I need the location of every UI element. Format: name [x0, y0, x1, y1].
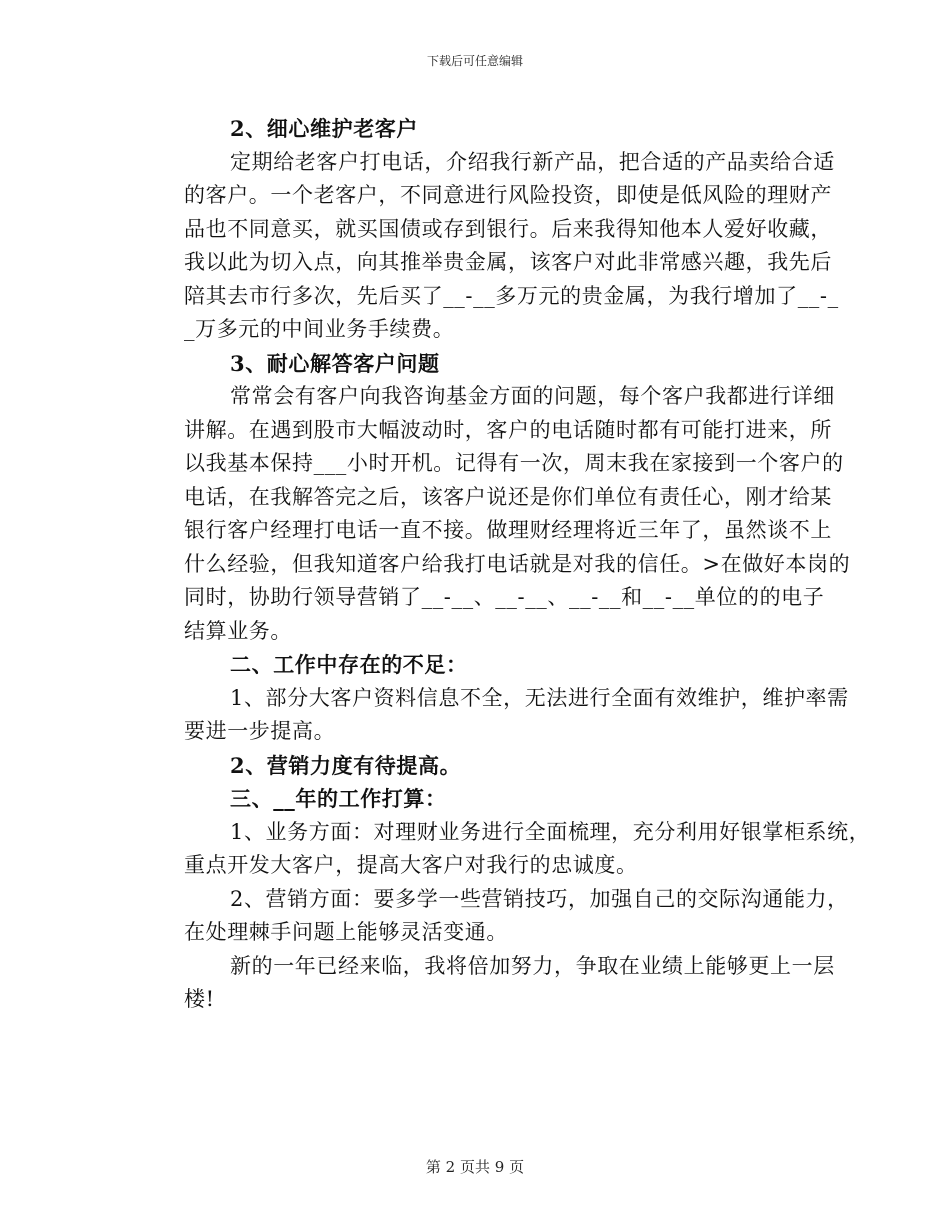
page-footer: 第 2 页共 9 页 [425, 1158, 525, 1176]
heading-shortcomings: 二、工作中存在的不足： [230, 652, 468, 677]
document-body [142, 112, 871, 1017]
paragraph-closing: 新的一年已经来临，我将倍加努力，争取在业绩上能够更上一层 楼! [184, 953, 835, 1011]
paragraph-shortcoming-1: 1、部分大客户资料信息不全，无法进行全面有效维护，维护率需 要进一步提高。 [184, 685, 849, 743]
paragraph-old-clients: 定期给老客户打电话，介绍我行新产品，把合适的产品卖给合适 的客户。一个老客户，不同意进行风险投资，即使是低风险的理财产 品也不同意买，就买国债或存到银行。后来我得知他本人爱好收藏， 我以此为切入点，向其推举贵金属，该客户对此非常感兴趣，我先后 陪其去市行多次，先后买了__-__多万元的贵金属，为我行增加了__-_ _万多元的中间业务手续费。 [184, 149, 839, 341]
page-header: 下载后可任意编辑 [426, 54, 523, 68]
heading-maintain-old-clients: 2、细心维护老客户 [230, 116, 419, 141]
heading-answer-questions: 3、耐心解答客户问题 [230, 350, 440, 376]
paragraph-plan-marketing: 2、营销方面：要多学一些营销技巧，加强自己的交际沟通能力， 在处理棘手问题上能够灵活变通。 [184, 886, 849, 944]
paragraph-answer-questions: 常常会有客户向我咨询基金方面的问题，每个客户我都进行详细 讲解。在遇到股市大幅波动时，客户的电话随时都有可能打进来，所 以我基本保持___小时开机。记得有一次，周末我在家接到一个客户的 电话，在我解答完之后，该客户说还是你们单位有责任心，刚才给某 银行客户经理打电话一直不接。做理财经理将近三年了，虽然谈不上 什么经验，但我知道客户给我打电话就是对我的信任。>在做好本岗的 同时，协助行领导营销了__-__、__-__、__-__和__-__单位的的电子 结算业务。 [184, 384, 851, 643]
paragraph-plan-business: 1、业务方面：对理财业务进行全面梳理，充分利用好银掌柜系统， 重点开发大客户，提高大客户对我行的忠诚度。 [184, 819, 871, 877]
heading-work-plan: 三、__年的工作打算： [230, 786, 447, 811]
heading-shortcoming-2: 2、营销力度有待提高。 [230, 752, 462, 778]
